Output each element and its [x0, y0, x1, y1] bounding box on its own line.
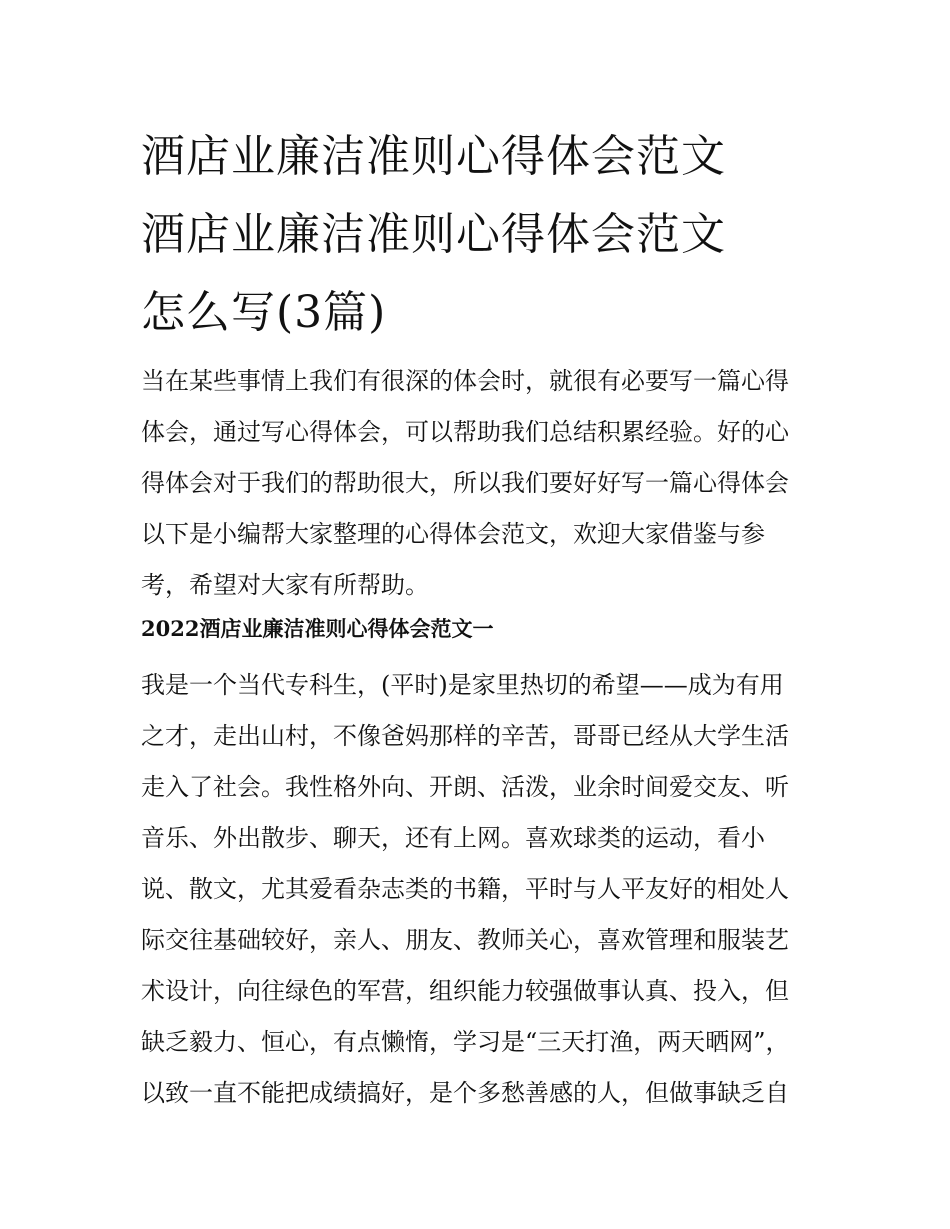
section-heading: 2022酒店业廉洁准则心得体会范文一 [141, 616, 494, 641]
title-line-2: 酒店业廉洁准则心得体会范文 [141, 209, 726, 260]
essay-line: 我是一个当代专科生，(平时)是家里热切的希望——成为有用 [141, 671, 784, 699]
essay-line: 说、散文，尤其爱看杂志类的书籍，平时与人平友好的相处人 [141, 875, 789, 903]
intro-paragraph [141, 356, 821, 611]
essay-line: 音乐、外出散步、聊天，还有上网。喜欢球类的运动，看小 [141, 824, 765, 852]
essay-line: 以致一直不能把成绩搞好，是个多愁善感的人，但做事缺乏自 [141, 1079, 789, 1107]
intro-line: 以下是小编帮大家整理的心得体会范文，欢迎大家借鉴与参 [141, 520, 765, 548]
essay-paragraph [141, 660, 821, 1119]
essay-line: 走入了社会。我性格外向、开朗、活泼，业余时间爱交友、听 [141, 773, 789, 801]
essay-line: 之才，走出山村，不像爸妈那样的辛苦，哥哥已经从大学生活 [141, 722, 789, 750]
intro-line: 当在某些事情上我们有很深的体会时，就很有必要写一篇心得 [141, 367, 789, 395]
essay-line: 际交往基础较好，亲人、朋友、教师关心，喜欢管理和服装艺 [141, 926, 789, 954]
title-line-1: 酒店业廉洁准则心得体会范文 [141, 131, 726, 182]
title-line-3: 怎么写(3篇) [141, 287, 387, 338]
intro-line: 体会，通过写心得体会，可以帮助我们总结积累经验。好的心 [141, 418, 789, 446]
document-title [141, 118, 831, 352]
essay-line: 术设计，向往绿色的军营，组织能力较强做事认真、投入，但 [141, 977, 789, 1005]
essay-line: 缺乏毅力、恒心，有点懒惰，学习是“三天打渔，两天晒网”， [141, 1028, 790, 1056]
intro-line: 考，希望对大家有所帮助。 [141, 571, 429, 599]
intro-line: 得体会对于我们的帮助很大，所以我们要好好写一篇心得体会 [141, 469, 789, 497]
